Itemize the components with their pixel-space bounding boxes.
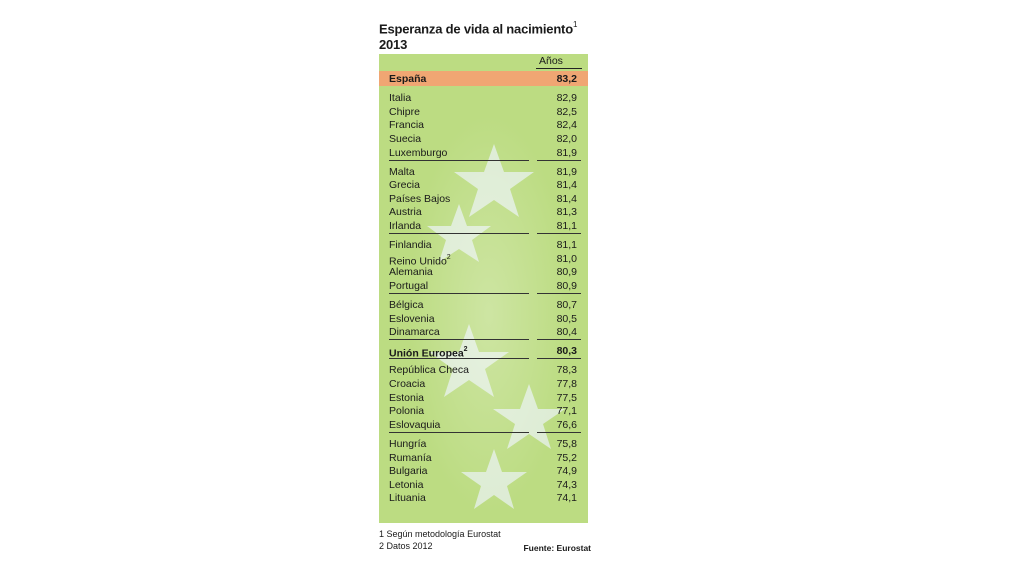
group-separator [389, 432, 529, 433]
table-row [389, 325, 579, 339]
chart-title [379, 18, 591, 53]
value-cell: 81,3 [556, 206, 577, 219]
table-row [389, 464, 579, 478]
table-row [389, 165, 579, 179]
value-cell: 74,1 [556, 492, 577, 505]
country-name: Suecia [389, 132, 422, 145]
country-name: Eslovaquia [389, 418, 441, 431]
country-name: Croacia [389, 378, 426, 390]
country-name: República Checa [389, 364, 469, 377]
table-row [389, 105, 579, 119]
value-cell: 81,1 [556, 220, 577, 232]
unit-underline [536, 68, 582, 69]
table-row [389, 312, 579, 326]
title-superscript: 1 [572, 20, 578, 29]
country-name: Unión Europea$^2$ [389, 346, 468, 360]
table-row [389, 298, 579, 312]
country-name: Estonia [389, 391, 425, 404]
value-cell: 81,1 [556, 239, 577, 252]
value-cell: 74,3 [556, 478, 577, 491]
group-separator [389, 339, 529, 340]
group-separator [389, 293, 529, 294]
table-row [389, 344, 579, 358]
value-cell: 82,4 [556, 119, 577, 132]
group-separator-value [537, 432, 581, 433]
country-name: Países Bajos [389, 192, 451, 205]
table-row [389, 132, 579, 146]
country-name: Portugal [389, 279, 429, 292]
country-name: Eslovenia [389, 312, 435, 325]
group-separator-value [537, 293, 581, 294]
table-row [389, 146, 579, 160]
table-row [389, 205, 579, 219]
country-name: Finlandia [389, 239, 432, 252]
value-cell: 77,8 [556, 378, 577, 390]
source-label: Fuente: Eurostat [523, 543, 591, 553]
value-cell: 82,0 [556, 132, 577, 145]
table-row [389, 118, 579, 132]
group-separator-value [537, 233, 581, 234]
value-cell: 75,2 [556, 451, 577, 464]
value-cell: 81,4 [556, 179, 577, 192]
table-row [389, 279, 579, 293]
table-row [389, 404, 579, 418]
table-row [389, 252, 579, 266]
country-name: Polonia [389, 405, 425, 418]
table-row [389, 418, 579, 432]
country-name: Rumanía [389, 451, 432, 464]
country-name: Austria [389, 206, 422, 219]
country-name: Malta [389, 165, 415, 178]
country-name: Irlanda [389, 220, 422, 232]
chart-subtitle: 2013 [379, 37, 408, 53]
value-cell: 77,5 [556, 391, 577, 404]
country-name: Grecia [389, 179, 420, 192]
country-name: Bélgica [389, 299, 424, 311]
table-row [389, 219, 579, 233]
table-row [389, 91, 579, 105]
country-name: Letonia [389, 478, 424, 491]
value-cell: 81,4 [556, 192, 577, 205]
table-panel [379, 54, 588, 523]
country-name: Hungría [389, 437, 427, 450]
group-separator [389, 358, 529, 359]
group-separator [389, 233, 529, 234]
value-cell: 80,3 [556, 345, 577, 358]
value-cell: 82,5 [556, 105, 577, 118]
value-cell: 83,2 [556, 73, 577, 85]
table-row [389, 491, 579, 505]
value-cell: 78,3 [556, 364, 577, 377]
group-separator-value [537, 160, 581, 161]
table-row [389, 363, 579, 377]
group-separator-value [537, 358, 581, 359]
country-name: España [389, 73, 427, 85]
country-name: Francia [389, 119, 425, 132]
value-cell: 80,9 [556, 279, 577, 292]
value-cell: 81,9 [556, 165, 577, 178]
life-expectancy-figure [379, 18, 591, 553]
value-cell: 80,4 [556, 326, 577, 339]
footnote-marker: 2 [446, 253, 451, 261]
country-name: Lituania [389, 492, 426, 505]
value-cell: 80,7 [556, 299, 577, 311]
unit-label: Años [539, 55, 563, 67]
table-row [389, 451, 579, 465]
table-row [389, 437, 579, 451]
table-row [389, 192, 579, 206]
value-cell: 80,5 [556, 312, 577, 325]
footnote-1: 1 Según metodología Eurostat [379, 529, 501, 539]
title-text: Esperanza de vida al nacimiento [379, 21, 573, 37]
table-row [389, 178, 579, 192]
value-cell: 80,9 [556, 266, 577, 279]
value-cell: 77,1 [556, 405, 577, 418]
country-name: Reino Unido$^2$ [389, 253, 451, 268]
table-row [389, 391, 579, 405]
value-cell: 74,9 [556, 465, 577, 478]
table-row [389, 265, 579, 279]
country-name: Luxemburgo [389, 146, 448, 159]
value-cell: 76,6 [556, 418, 577, 431]
group-separator-value [537, 339, 581, 340]
country-name: Bulgaria [389, 465, 428, 478]
value-cell: 82,9 [556, 92, 577, 105]
value-cell: 81,9 [556, 146, 577, 159]
group-separator [389, 160, 529, 161]
country-name: Chipre [389, 105, 420, 118]
value-cell: 75,8 [556, 437, 577, 450]
table-row [389, 478, 579, 492]
table-row [389, 377, 579, 391]
table-row [389, 238, 579, 252]
country-name: Alemania [389, 266, 433, 279]
country-name: Dinamarca [389, 326, 440, 339]
footnote-2: 2 Datos 2012 [379, 541, 433, 551]
country-name: Italia [389, 92, 412, 105]
footnote-marker: 2 [463, 346, 468, 354]
value-cell: 81,0 [556, 252, 577, 265]
table-row [389, 72, 579, 86]
